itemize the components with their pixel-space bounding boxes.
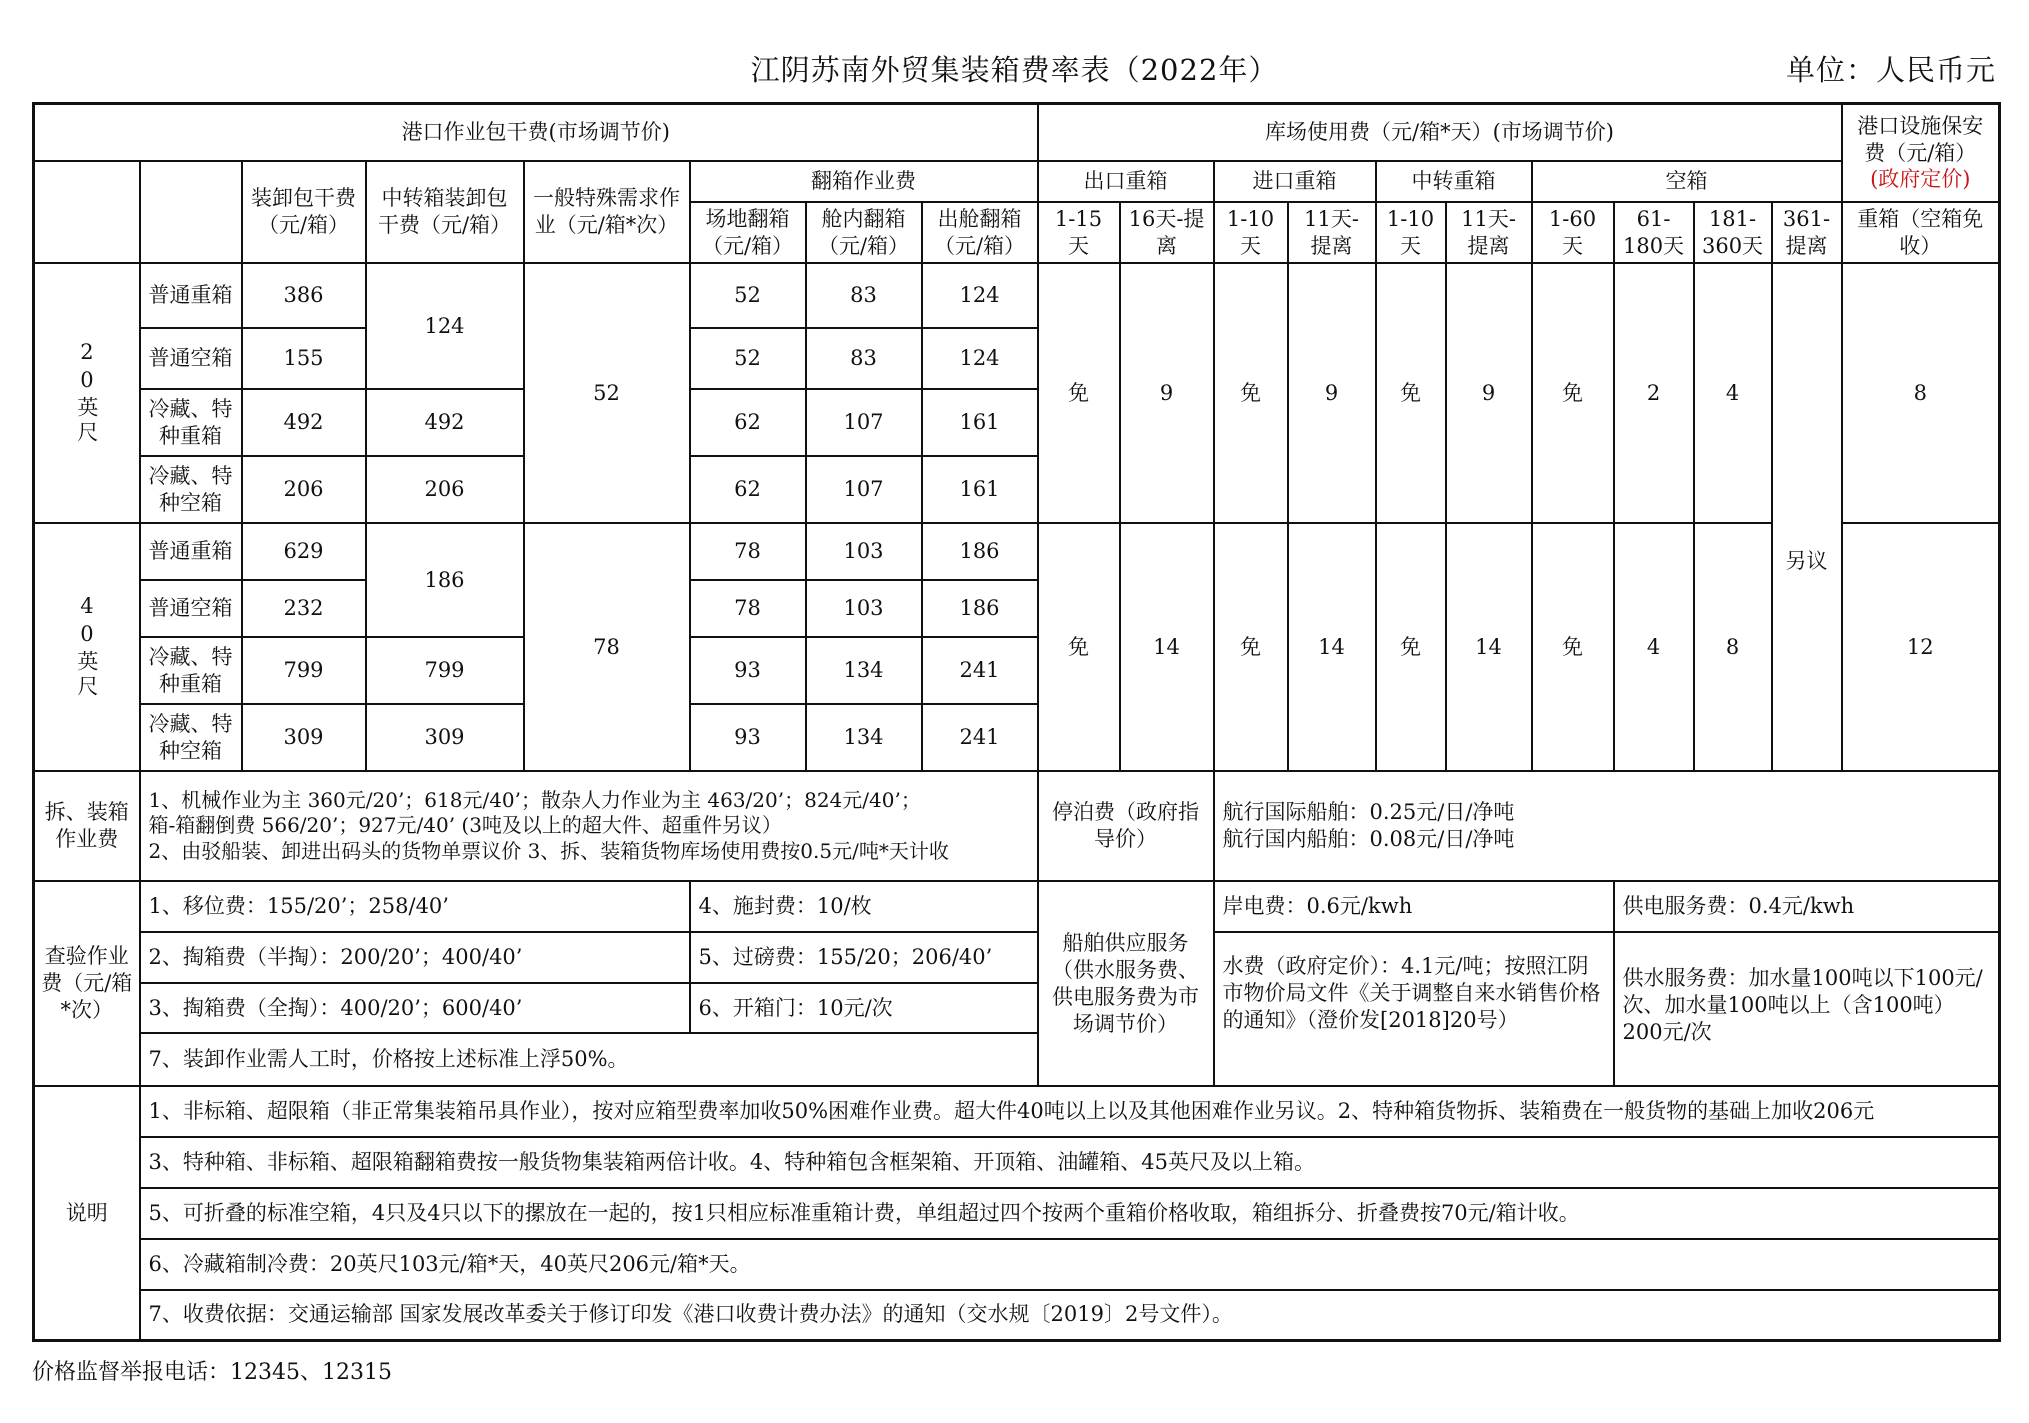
special-demand-fee: 52 [524,263,690,523]
inspection-item: 6、开箱门：10元/次 [690,983,1038,1034]
flip-hold-fee: 83 [806,328,922,389]
stuffing-fee-details [140,771,1038,881]
heavy-box-header: 重箱（空箱免收） [1842,202,2000,263]
empty-days-61-180: 61-180天 [1614,202,1694,263]
flip-yard-fee: 62 [690,389,806,456]
government-price-label: (政府定价) [1870,167,1971,192]
loading-fee: 155 [242,328,366,389]
note-item: 6、冷藏箱制冷费：20英尺103元/箱*天，40英尺206元/箱*天。 [140,1239,2000,1290]
import-days-1-10: 1-10天 [1214,202,1288,263]
water-fee: 水费（政府定价）：4.1元/吨；按照江阴市物价局文件《关于调整自来水销售价格的通知》（澄价发[2018]20号） [1214,932,1614,1086]
ship-supply-label: 船舶供应服务（供水服务费、供电服务费为市场调节价） [1038,881,1214,1086]
note-item: 5、可折叠的标准空箱，4只及4只以下的摞放在一起的，按1只相应标准重箱计费，单组超过四个按两个重箱价格收取，箱组拆分、折叠费按70元/箱计收。 [140,1188,2000,1239]
flip-yard-fee: 93 [690,704,806,771]
yard-usage-header: 库场使用费（元/箱*天）(市场调节价) [1038,104,1842,162]
note-item: 1、非标箱、超限箱（非正常集装箱吊具作业），按对应箱型费率加收50%困难作业费。超大件40吨以上以及其他困难作业另议。2、特种箱货物拆、装箱费在一般货物的基础上加收206元 [140,1086,2000,1137]
complaint-hotline: 价格监督举报电话：12345、12315 [32,1360,392,1385]
flip-yard-fee: 93 [690,637,806,704]
import-full-header: 进口重箱 [1214,161,1376,202]
transit-free: 免 [1376,263,1446,523]
empty-61-180-fee: 4 [1614,523,1694,771]
transfer-fee: 492 [366,389,524,456]
port-package-header: 港口作业包干费(市场调节价) [34,104,1038,162]
empty-free: 免 [1532,523,1614,771]
empty-days-361-plus: 361-提离 [1772,202,1842,263]
transfer-fee: 309 [366,704,524,771]
flip-yard-fee: 52 [690,263,806,328]
transit-full-header: 中转重箱 [1376,161,1532,202]
page-title: 江阴苏南外贸集装箱费率表（2022年） [750,53,1279,87]
stuffing-line-2: 箱-箱翻倒费 566/20’；927元/40’ (3吨及以上的超大件、超重件另议） [148,813,782,838]
import-days-11-plus: 11天-提离 [1288,202,1376,263]
export-free: 免 [1038,263,1120,523]
import-free: 免 [1214,263,1288,523]
stuffing-line-3: 2、由驳船装、卸进出码头的货物单票议价 3、拆、装箱货物库场使用费按0.5元/吨*天计收 [148,838,949,863]
export-days-16-plus: 16天-提离 [1120,202,1214,263]
flip-hold-header: 舱内翻箱（元/箱） [806,202,922,263]
shore-power-fee: 岸电费：0.6元/kwh [1214,881,1614,932]
flip-hold-fee: 107 [806,389,922,456]
export-full-header: 出口重箱 [1038,161,1214,202]
flip-out-header: 出舱翻箱（元/箱） [922,202,1038,263]
box-type: 普通空箱 [140,580,242,637]
flip-out-fee: 161 [922,456,1038,523]
inspection-item: 4、施封费：10/枚 [690,881,1038,932]
flip-yard-fee: 78 [690,523,806,580]
berth-fee-label: 停泊费（政府指导价） [1038,771,1214,881]
flip-out-fee: 161 [922,389,1038,456]
loading-fee: 232 [242,580,366,637]
size-20ft-label: 20英尺 [34,263,140,523]
transfer-fee: 124 [366,263,524,389]
inspection-item: 1、移位费：155/20’；258/40’ [140,881,690,932]
empty-days-181-360: 181-360天 [1694,202,1772,263]
size-40ft-label: 40英尺 [34,523,140,771]
flip-yard-fee: 62 [690,456,806,523]
transfer-fee-header: 中转箱装卸包干费（元/箱） [366,161,524,263]
flip-yard-fee: 78 [690,580,806,637]
security-fee-title: 港口设施保安费（元/箱） [1857,113,1984,165]
inspection-item: 5、过磅费：155/20；206/40’ [690,932,1038,983]
blank-header-cell [140,161,242,263]
transit-after-fee: 9 [1446,263,1532,523]
transit-days-1-10: 1-10天 [1376,202,1446,263]
flip-out-fee: 124 [922,328,1038,389]
empty-181-360-fee: 4 [1694,263,1772,523]
special-demand-header: 一般特殊需求作业（元/箱*次） [524,161,690,263]
berth-international: 航行国际船舶：0.25元/日/净吨 [1222,800,1515,825]
transit-free: 免 [1376,523,1446,771]
special-demand-fee: 78 [524,523,690,771]
box-type: 冷藏、特种重箱 [140,389,242,456]
flip-out-fee: 124 [922,263,1038,328]
import-free: 免 [1214,523,1288,771]
export-after-fee: 14 [1120,523,1214,771]
currency-unit: 单位：人民币元 [1785,53,1996,87]
loading-fee: 799 [242,637,366,704]
flip-hold-fee: 103 [806,580,922,637]
box-type: 普通空箱 [140,328,242,389]
flip-fee-header: 翻箱作业费 [690,161,1038,202]
security-fee-header [1842,104,2000,203]
transfer-fee: 799 [366,637,524,704]
box-type: 普通重箱 [140,263,242,328]
empty-box-header: 空箱 [1532,161,1842,202]
loading-fee: 492 [242,389,366,456]
loading-fee: 386 [242,263,366,328]
import-after-fee: 9 [1288,263,1376,523]
loading-fee-header: 装卸包干费（元/箱） [242,161,366,263]
export-after-fee: 9 [1120,263,1214,523]
empty-61-180-fee: 2 [1614,263,1694,523]
flip-hold-fee: 107 [806,456,922,523]
loading-fee: 309 [242,704,366,771]
berth-domestic: 航行国内船舶：0.08元/日/净吨 [1222,827,1515,852]
box-type: 冷藏、特种重箱 [140,637,242,704]
blank-header-cell [34,161,140,263]
flip-hold-fee: 134 [806,704,922,771]
water-service-fee: 供水服务费：加水量100吨以下100元/次、加水量100吨以上（含100吨）200元/次 [1614,932,2000,1086]
export-free: 免 [1038,523,1120,771]
stuffing-line-1: 1、机械作业为主 360元/20’；618元/40’；散杂人力作业为主 463/20’；824元/40’； [148,787,921,812]
security-fee: 12 [1842,523,2000,771]
flip-out-fee: 241 [922,637,1038,704]
box-type: 普通重箱 [140,523,242,580]
loading-fee: 629 [242,523,366,580]
berth-fee-details [1214,771,2000,881]
empty-181-360-fee: 8 [1694,523,1772,771]
transit-after-fee: 14 [1446,523,1532,771]
transfer-fee: 206 [366,456,524,523]
flip-out-fee: 241 [922,704,1038,771]
box-type: 冷藏、特种空箱 [140,704,242,771]
flip-hold-fee: 134 [806,637,922,704]
note-item: 3、特种箱、非标箱、超限箱翻箱费按一般货物集装箱两倍计收。4、特种箱包含框架箱、开顶箱、油罐箱、45英尺及以上箱。 [140,1137,2000,1188]
empty-361-negotiable: 另议 [1772,263,1842,771]
transfer-fee: 186 [366,523,524,637]
stuffing-fee-label: 拆、装箱作业费 [34,771,140,881]
inspection-item: 7、装卸作业需人工时，价格按上述标准上浮50%。 [140,1033,1038,1086]
note-item: 7、收费依据：交通运输部 国家发展改革委关于修订印发《港口收费计费办法》的通知（交水规〔2019〕2号文件）。 [140,1290,2000,1341]
inspection-item: 2、掏箱费（半掏）：200/20’；400/40’ [140,932,690,983]
flip-out-fee: 186 [922,580,1038,637]
flip-hold-fee: 103 [806,523,922,580]
box-type: 冷藏、特种空箱 [140,456,242,523]
empty-free: 免 [1532,263,1614,523]
import-after-fee: 14 [1288,523,1376,771]
inspection-fee-label: 查验作业费（元/箱*次） [34,881,140,1086]
inspection-item: 3、掏箱费（全掏）：400/20’；600/40’ [140,983,690,1034]
flip-yard-header: 场地翻箱（元/箱） [690,202,806,263]
flip-yard-fee: 52 [690,328,806,389]
export-days-1-15: 1-15天 [1038,202,1120,263]
fee-table [32,102,2001,1342]
flip-hold-fee: 83 [806,263,922,328]
power-service-fee: 供电服务费：0.4元/kwh [1614,881,2000,932]
security-fee: 8 [1842,263,2000,523]
empty-days-1-60: 1-60天 [1532,202,1614,263]
flip-out-fee: 186 [922,523,1038,580]
loading-fee: 206 [242,456,366,523]
notes-label: 说明 [34,1086,140,1340]
transit-days-11-plus: 11天-提离 [1446,202,1532,263]
